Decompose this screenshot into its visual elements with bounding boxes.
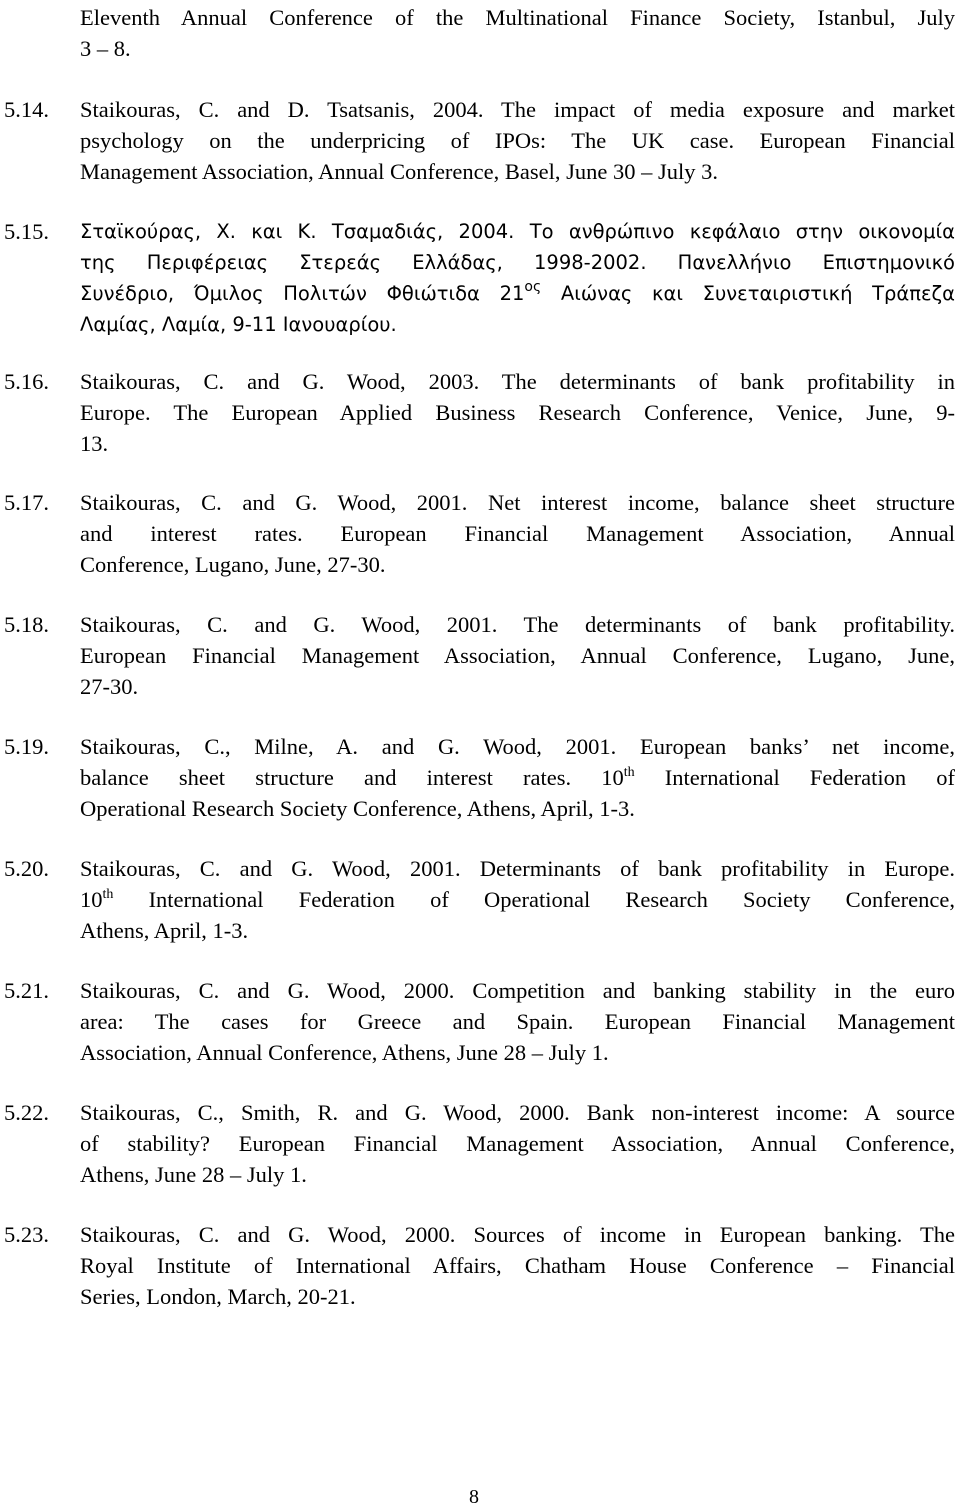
reference-number: 5.16. xyxy=(4,369,49,394)
reference-line: Staikouras, C. and G. Wood, 2001. The determinants of bank profitability. xyxy=(80,612,955,637)
reference-text xyxy=(80,975,955,1068)
reference-number: 5.19. xyxy=(4,734,49,759)
ordinal-superscript: th xyxy=(623,765,635,780)
reference-line xyxy=(80,278,955,309)
reference-text xyxy=(80,2,955,64)
reference-line-part: Αιώνας και Συνεταιριστική Τράπεζα xyxy=(541,282,955,305)
reference-number: 5.18. xyxy=(4,612,49,637)
reference-number: 5.14. xyxy=(4,97,49,122)
reference-number: 5.22. xyxy=(4,1100,49,1125)
reference-line: 27-30. xyxy=(80,674,139,699)
reference-text xyxy=(80,853,955,946)
reference-line: Athens, April, 1-3. xyxy=(80,918,249,943)
reference-text xyxy=(80,366,955,459)
reference-line: Λαμίας, Λαμία, 9-11 Ιανουαρίου. xyxy=(80,313,397,336)
reference-line-part: 10 xyxy=(80,887,103,912)
reference-text xyxy=(80,94,955,187)
reference-number: 5.20. xyxy=(4,856,49,881)
reference-text xyxy=(80,609,955,702)
reference-line-part: Συνέδριο, Όμιλος Πολιτών Φθιώτιδα 21 xyxy=(80,282,525,305)
reference-line: psychology on the underpricing of IPOs: The UK case. European Financial xyxy=(80,128,955,153)
reference-line-part: International Federation of xyxy=(634,765,955,790)
reference-text xyxy=(80,1097,955,1190)
reference-line: Eleventh Annual Conference of the Multinational Finance Society, Istanbul, July xyxy=(80,5,955,30)
reference-text xyxy=(80,1219,955,1312)
reference-number: 5.21. xyxy=(4,978,49,1003)
reference-line xyxy=(80,884,955,915)
reference-line: Operational Research Society Conference, Athens, April, 1-3. xyxy=(80,796,635,821)
reference-line: 13. xyxy=(80,431,109,456)
reference-line: Staikouras, C. and G. Wood, 2001. Net interest income, balance sheet structure xyxy=(80,490,955,515)
reference-text xyxy=(80,216,955,340)
reference-line: Staikouras, C. and D. Tsatsanis, 2004. The impact of media exposure and market xyxy=(80,97,955,122)
reference-line: Staikouras, C. and G. Wood, 2000. Competition and banking stability in the euro xyxy=(80,978,955,1003)
reference-number: 5.17. xyxy=(4,490,49,515)
reference-line: Staikouras, C. and G. Wood, 2003. The determinants of bank profitability in xyxy=(80,369,955,394)
reference-text xyxy=(80,487,955,580)
reference-line: European Financial Management Association, Annual Conference, Lugano, June, xyxy=(80,643,955,668)
reference-line: Conference, Lugano, June, 27-30. xyxy=(80,552,386,577)
reference-line xyxy=(80,762,955,793)
reference-line: της Περιφέρειας Στερεάς Ελλάδας, 1998-2002. Πανελλήνιο Επιστημονικό xyxy=(80,251,955,274)
reference-line: Staikouras, C., Smith, R. and G. Wood, 2000. Bank non-interest income: A source xyxy=(80,1100,955,1125)
reference-line: Athens, June 28 – July 1. xyxy=(80,1162,307,1187)
reference-line: of stability? European Financial Management Association, Annual Conference, xyxy=(80,1131,955,1156)
reference-line: Series, London, March, 20-21. xyxy=(80,1284,356,1309)
reference-number: 5.23. xyxy=(4,1222,49,1247)
page-number: 8 xyxy=(469,1486,479,1508)
reference-text xyxy=(80,731,955,824)
reference-line: Management Association, Annual Conference, Basel, June 30 – July 3. xyxy=(80,159,718,184)
reference-line-part: International Federation of Operational Research Society Conference, xyxy=(113,887,955,912)
ordinal-superscript: th xyxy=(102,887,114,902)
reference-line: area: The cases for Greece and Spain. European Financial Management xyxy=(80,1009,955,1034)
reference-line: Europe. The European Applied Business Research Conference, Venice, June, 9- xyxy=(80,400,955,425)
reference-line: and interest rates. European Financial Management Association, Annual xyxy=(80,521,955,546)
reference-line: Association, Annual Conference, Athens, June 28 – July 1. xyxy=(80,1040,609,1065)
reference-line: Staikouras, C. and G. Wood, 2000. Sources of income in European banking. The xyxy=(80,1222,955,1247)
reference-line: Staikouras, C. and G. Wood, 2001. Determinants of bank profitability in Europe. xyxy=(80,856,955,881)
reference-number: 5.15. xyxy=(4,219,49,244)
ordinal-superscript: ος xyxy=(524,279,542,295)
reference-line: Σταϊκούρας, Χ. και Κ. Τσαμαδιάς, 2004. Το ανθρώπινο κεφάλαιο στην οικονομία xyxy=(80,220,955,243)
reference-line-part: balance sheet structure and interest rates. 10 xyxy=(80,765,624,790)
reference-line: Staikouras, C., Milne, A. and G. Wood, 2001. European banks’ net income, xyxy=(80,734,955,759)
reference-line: Royal Institute of International Affairs, Chatham House Conference – Financial xyxy=(80,1253,955,1278)
reference-line: 3 – 8. xyxy=(80,36,131,61)
